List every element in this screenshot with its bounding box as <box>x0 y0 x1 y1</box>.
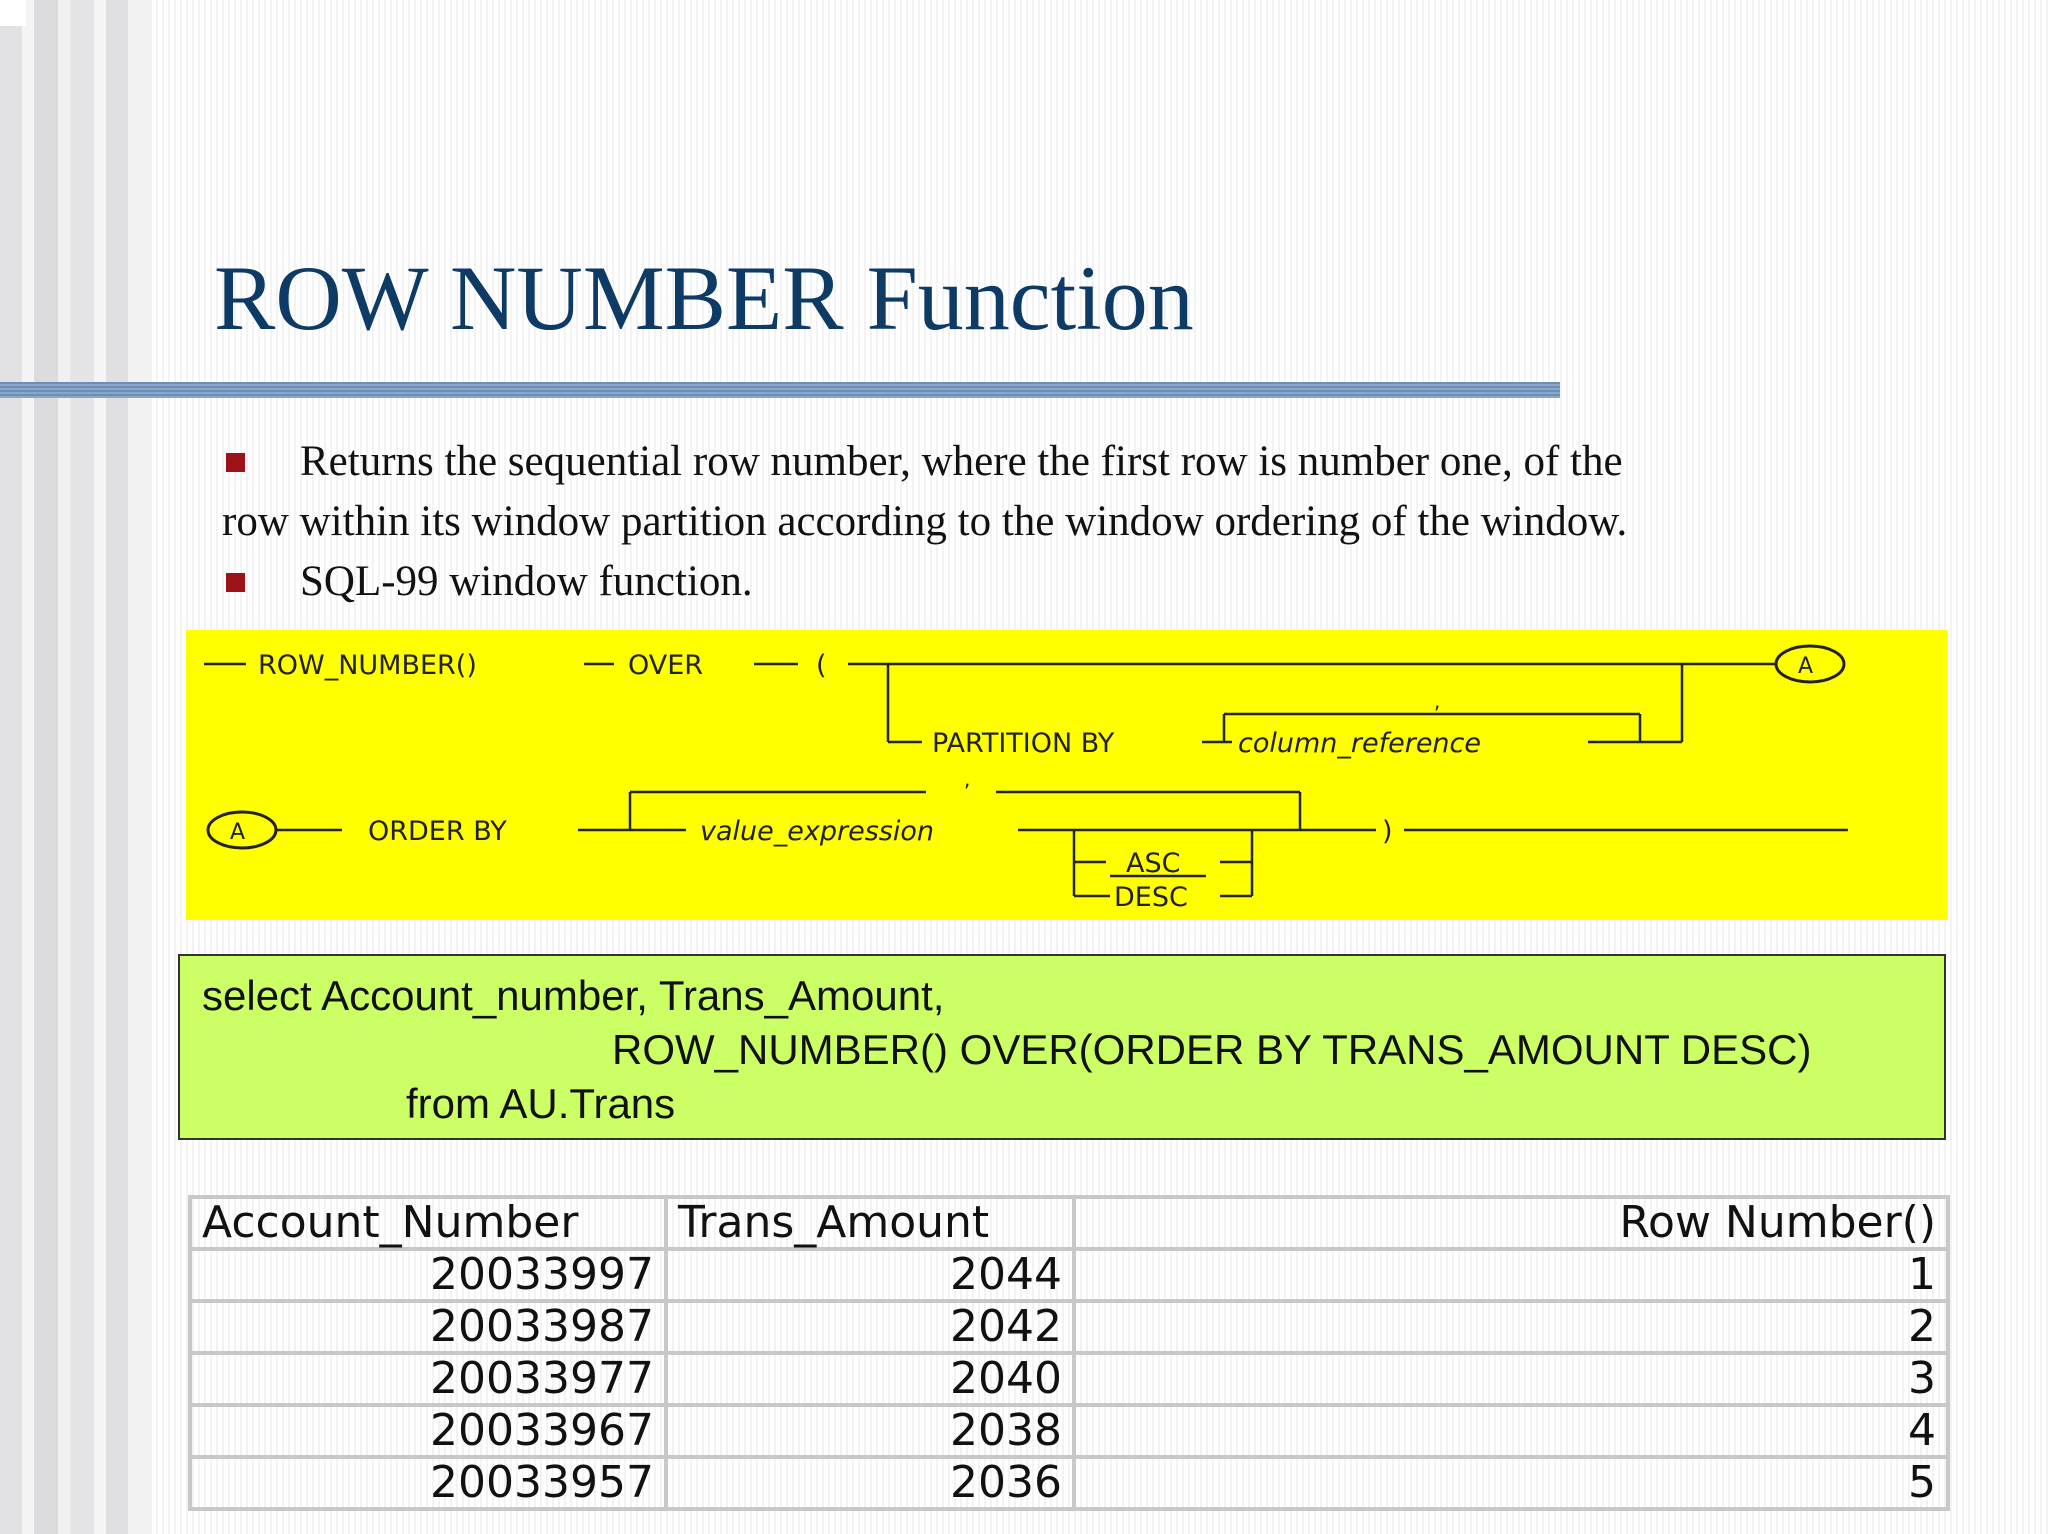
cell-account-number: 20033977 <box>190 1353 666 1405</box>
sql-line-2: ROW_NUMBER() OVER(ORDER BY TRANS_AMOUNT DESC) <box>612 1026 1812 1073</box>
slide-title: ROW NUMBER Function <box>214 247 1194 349</box>
row-number-keyword: ROW_NUMBER() <box>258 650 477 681</box>
table-row <box>190 1457 1948 1509</box>
header-account-number: Account_Number <box>190 1197 666 1249</box>
connector-a-end-label: A <box>1798 654 1814 679</box>
column-reference-label: column_reference <box>1238 728 1481 759</box>
cell-trans-amount: 2036 <box>666 1457 1074 1509</box>
syntax-diagram-drawing <box>186 630 1948 920</box>
bullet-list <box>222 432 1782 612</box>
value-expression-label: value_expression <box>700 816 934 847</box>
cell-row-number: 1 <box>1074 1249 1948 1301</box>
syntax-lines <box>204 664 1848 896</box>
cell-row-number: 5 <box>1074 1457 1948 1509</box>
cell-trans-amount: 2044 <box>666 1249 1074 1301</box>
bullet-text: Returns the sequential row number, where the first row is number one, of the <box>300 438 1623 485</box>
table-row <box>190 1405 1948 1457</box>
cell-row-number: 4 <box>1074 1405 1948 1457</box>
bullet-text: SQL-99 window function. <box>300 558 753 605</box>
asc-keyword: ASC <box>1126 848 1181 879</box>
syntax-diagram <box>186 630 1948 920</box>
header-trans-amount: Trans_Amount <box>666 1197 1074 1249</box>
order-comma: , <box>964 767 971 791</box>
table-row <box>190 1353 1948 1405</box>
sql-code-block <box>178 954 1946 1140</box>
table-header-row <box>190 1197 1948 1249</box>
connector-a-start-label: A <box>230 820 246 845</box>
partition-by-keyword: PARTITION BY <box>932 728 1115 759</box>
cell-account-number: 20033987 <box>190 1301 666 1353</box>
cell-row-number: 2 <box>1074 1301 1948 1353</box>
open-paren: ( <box>816 650 827 681</box>
cell-trans-amount: 2040 <box>666 1353 1074 1405</box>
title-underline <box>0 382 1560 398</box>
bullet-item-1-continued <box>222 492 1782 552</box>
header-row-number: Row Number() <box>1074 1197 1948 1249</box>
bullet-item-2 <box>222 552 1782 612</box>
close-paren: ) <box>1382 816 1393 847</box>
over-keyword: OVER <box>628 650 704 681</box>
corner-notch <box>0 0 26 26</box>
result-table <box>188 1195 1950 1511</box>
order-by-keyword: ORDER BY <box>368 816 507 847</box>
syntax-labels <box>230 650 1813 913</box>
desc-keyword: DESC <box>1114 882 1188 913</box>
bullet-square-icon <box>226 453 245 472</box>
table-row <box>190 1301 1948 1353</box>
cell-row-number: 3 <box>1074 1353 1948 1405</box>
cell-trans-amount: 2042 <box>666 1301 1074 1353</box>
sql-line-1: select Account_number, Trans_Amount, <box>202 972 945 1019</box>
left-decorative-bars <box>0 0 152 1534</box>
bullet-item-1 <box>222 432 1782 492</box>
sql-line-3: from AU.Trans <box>406 1080 676 1127</box>
table-row <box>190 1249 1948 1301</box>
cell-trans-amount: 2038 <box>666 1405 1074 1457</box>
bullet-text: row within its window partition according to the window ordering of the window. <box>222 498 1628 545</box>
cell-account-number: 20033997 <box>190 1249 666 1301</box>
cell-account-number: 20033957 <box>190 1457 666 1509</box>
cell-account-number: 20033967 <box>190 1405 666 1457</box>
partition-comma: , <box>1434 689 1441 713</box>
bullet-square-icon <box>226 573 245 592</box>
